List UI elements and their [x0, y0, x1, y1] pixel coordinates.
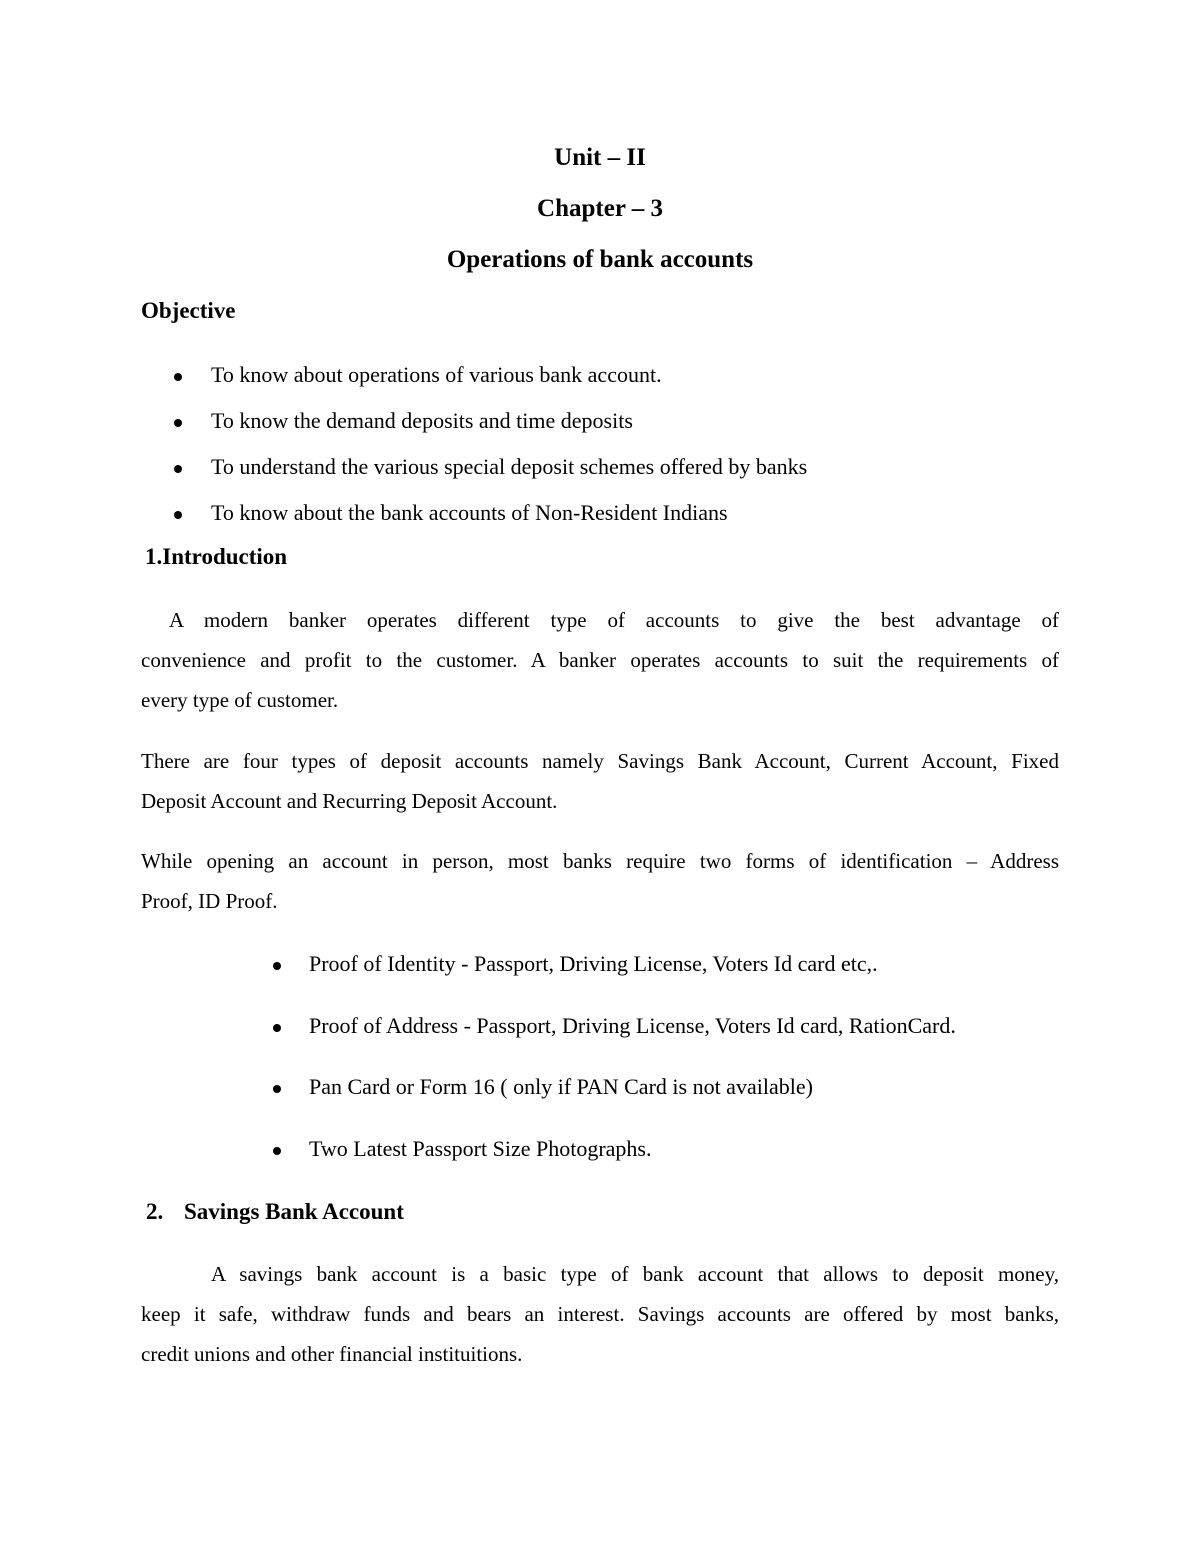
bullet-icon — [174, 373, 182, 381]
bullet-icon — [174, 511, 182, 519]
objective-heading: Objective — [141, 298, 236, 323]
paragraph-line: There are four types of deposit accounts namely Savings Bank Account, Current Account, Fixed — [141, 749, 1059, 773]
savings-paragraph — [141, 1254, 1059, 1374]
paragraph-line: every type of customer. — [141, 688, 339, 712]
list-item-text: Proof of Identity - Passport, Driving License, Voters Id card etc,. — [309, 951, 878, 976]
unit-title: Unit – II — [554, 144, 646, 171]
paragraph-line: Proof, ID Proof. — [141, 889, 278, 913]
paragraph-line: credit unions and other financial instituitions. — [141, 1342, 523, 1366]
list-item-text: To know about the bank accounts of Non-Resident Indians — [211, 500, 728, 525]
introduction-paragraph-1 — [141, 600, 1059, 720]
bullet-icon — [273, 1147, 281, 1155]
paragraph-line: Deposit Account and Recurring Deposit Account. — [141, 789, 558, 813]
paragraph-line: keep it safe, withdraw funds and bears an interest. Savings accounts are offered by most banks, — [141, 1302, 1059, 1326]
introduction-paragraph-3 — [141, 841, 1059, 921]
paragraph-line: convenience and profit to the customer. A banker operates accounts to suit the requirements of — [141, 648, 1059, 672]
paragraph-line: A savings bank account is a basic type of bank account that allows to deposit money, — [211, 1262, 1059, 1286]
topic-title: Operations of bank accounts — [446, 246, 754, 273]
bullet-icon — [273, 1085, 281, 1093]
bullet-icon — [273, 1024, 281, 1032]
chapter-title: Chapter – 3 — [537, 195, 663, 222]
introduction-paragraph-2 — [141, 741, 1059, 821]
introduction-heading: 1.Introduction — [145, 544, 288, 569]
list-item-text: Proof of Address - Passport, Driving License, Voters Id card, RationCard. — [309, 1013, 956, 1038]
savings-heading: Savings Bank Account — [184, 1199, 404, 1224]
list-item-text: To know about operations of various bank account. — [211, 362, 662, 387]
list-item-text: Two Latest Passport Size Photographs. — [309, 1136, 652, 1161]
bullet-icon — [174, 419, 182, 427]
bullet-icon — [273, 962, 281, 970]
list-item-text: To understand the various special deposit schemes offered by banks — [211, 454, 808, 479]
paragraph-line: While opening an account in person, most banks require two forms of identification – Address — [141, 849, 1059, 873]
bullet-icon — [174, 465, 182, 473]
list-item-text: To know the demand deposits and time deposits — [211, 408, 633, 433]
savings-heading-number: 2. — [146, 1199, 164, 1224]
list-item-text: Pan Card or Form 16 ( only if PAN Card is not available) — [309, 1074, 813, 1099]
paragraph-line: A modern banker operates different type of accounts to give the best advantage of — [169, 608, 1059, 632]
